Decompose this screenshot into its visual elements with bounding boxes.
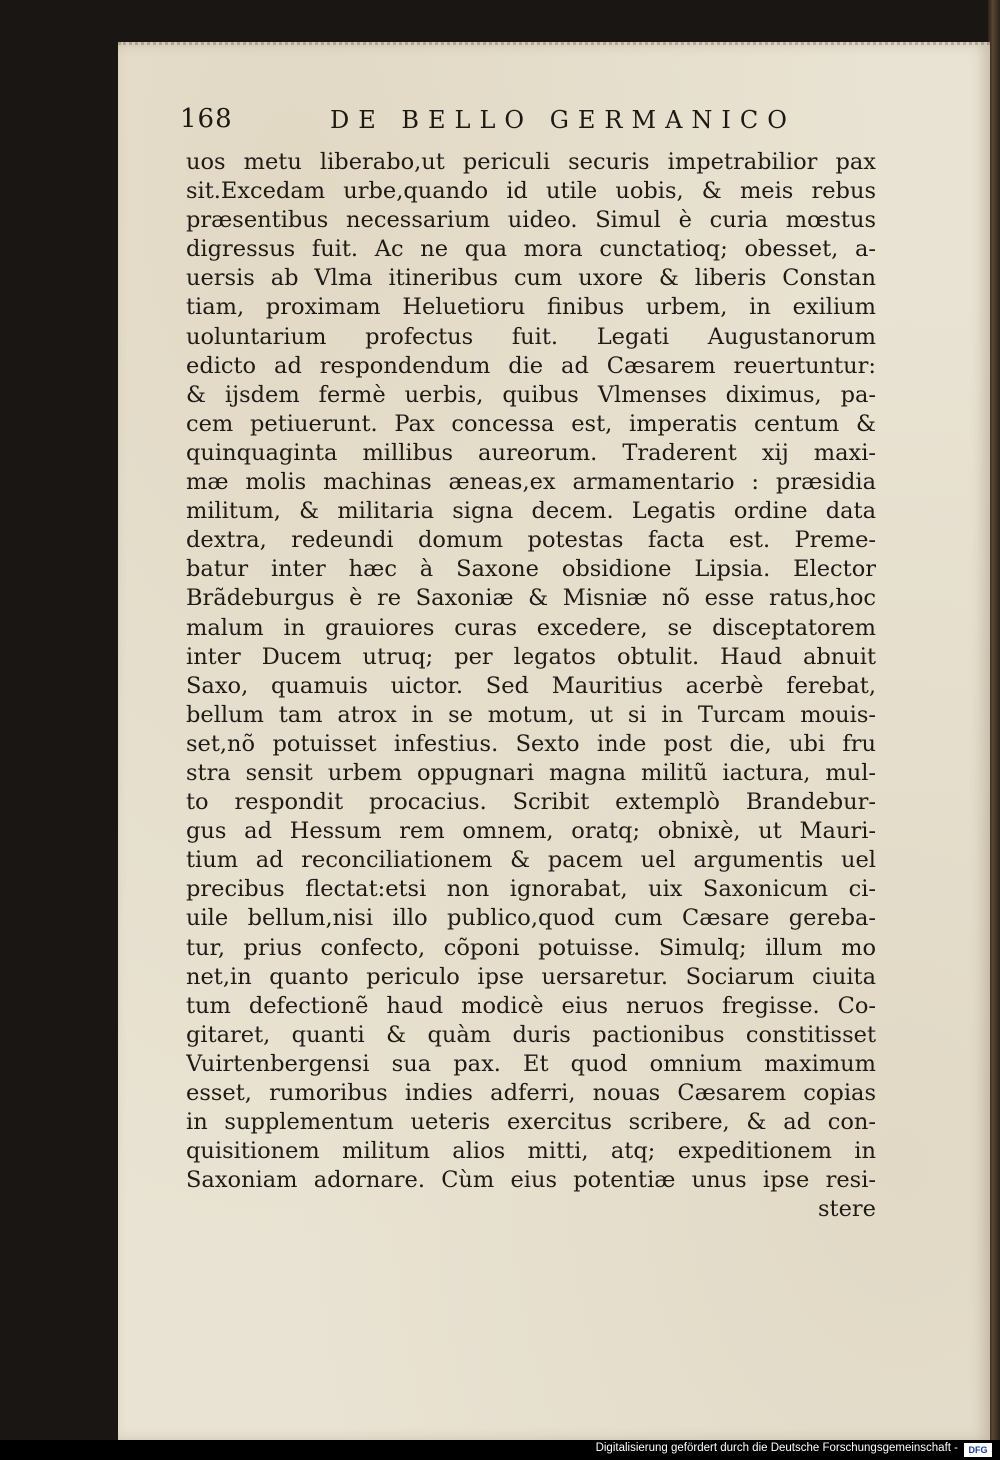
text-line: in supplementum ueteris exercitus scribere, & ad con-: [186, 1109, 876, 1136]
text-line: bellum tam atrox in se motum, ut si in Turcam mouis-: [186, 701, 876, 728]
text-line: sit.Excedam urbe,quando id utile uobis, & meis rebus: [186, 178, 876, 205]
text-line: quinquaginta millibus aureorum. Traderent xij maxi-: [186, 439, 876, 466]
text-line: Vuirtenbergensi sua pax. Et quod omnium maximum: [186, 1050, 876, 1077]
text-line: uersis ab Vlma itineribus cum uxore & liberis Constan: [186, 265, 876, 292]
text-line: set,nõ potuisset infestius. Sexto inde post die, ubi fru: [186, 730, 876, 757]
text-line: edicto ad respondendum die ad Cæsarem reuertuntur:: [186, 352, 876, 379]
text-line: gitaret, quanti & quàm duris pactionibus constitisset: [186, 1021, 876, 1048]
text-line: dextra, redeundi domum potestas facta est. Preme-: [186, 527, 876, 554]
text-line: tum defectionẽ haud modicè eius neruos fregisse. Co-: [186, 992, 876, 1019]
catchword: stere: [818, 1196, 876, 1223]
text-line: esset, rumoribus indies adferri, nouas Cæsarem copias: [186, 1080, 876, 1106]
text-line: uile bellum,nisi illo publico,quod cum Cæsare gereba-: [186, 905, 876, 932]
funding-credit: Digitalisierung gefördert durch die Deutsche Forschungsgemeinschaft -: [595, 1442, 958, 1454]
text-line: net,in quanto periculo ipse uersaretur. Sociarum ciuita: [186, 963, 876, 990]
text-line: quisitionem militum alios mitti, atq; expeditionem in: [186, 1138, 876, 1165]
running-title: DE BELLO GERMANICO: [330, 106, 796, 134]
page-number: 168: [180, 104, 233, 134]
text-line: militum, & militaria signa decem. Legatis ordine data: [186, 498, 876, 525]
text-line: stra sensit urbem oppugnari magna militũ iactura, mul-: [186, 759, 876, 786]
body-text: [186, 148, 876, 1224]
text-line: digressus fuit. Ac ne qua mora cunctatioq; obesset, a-: [186, 236, 876, 263]
text-line: Brãdeburgus è re Saxoniæ & Misniæ nõ esse ratus,hoc: [186, 585, 876, 612]
text-line: to respondit procacius. Scribit extemplò Brandebur-: [186, 789, 876, 816]
text-line: Saxo, quamuis uictor. Sed Mauritius acerbè ferebat,: [186, 672, 876, 699]
text-line: præsentibus necessarium uideo. Simul è curia mœstus: [186, 207, 876, 234]
text-line: tium ad reconciliationem & pacem uel argumentis uel: [186, 847, 876, 874]
text-line: cem petiuerunt. Pax concessa est, imperatis centum &: [186, 410, 876, 437]
running-head: [180, 100, 840, 140]
dfg-logo-icon: DFG: [964, 1443, 992, 1457]
footer-bar: [0, 1440, 1000, 1460]
text-line: & ijsdem fermè uerbis, quibus Vlmenses diximus, pa-: [186, 381, 876, 408]
text-line: gus ad Hessum rem omnem, oratq; obnixè, ut Mauri-: [186, 818, 876, 845]
text-line: precibus flectat:etsi non ignorabat, uix Saxonicum ci-: [186, 876, 876, 903]
text-line: uos metu liberabo,ut periculi securis impetrabilior pax: [186, 149, 876, 175]
text-line: inter Ducem utruq; per legatos obtulit. Haud abnuit: [186, 643, 876, 670]
text-line: malum in grauiores curas excedere, se disceptatorem: [186, 614, 876, 641]
text-line: mæ molis machinas æneas,ex armamentario : præsidia: [186, 469, 876, 496]
text-line: tur, prius confecto, cõponi potuisse. Simulq; illum mo: [186, 934, 876, 961]
text-line: tiam, proximam Heluetioru finibus urbem, in exilium: [186, 294, 876, 321]
text-line: uoluntarium profectus fuit. Legati Augustanorum: [186, 323, 876, 350]
text-line: Saxoniam adornare. Cùm eius potentiæ unus ipse resi-: [186, 1167, 876, 1194]
text-line: batur inter hæc à Saxone obsidione Lipsia. Elector: [186, 556, 876, 583]
